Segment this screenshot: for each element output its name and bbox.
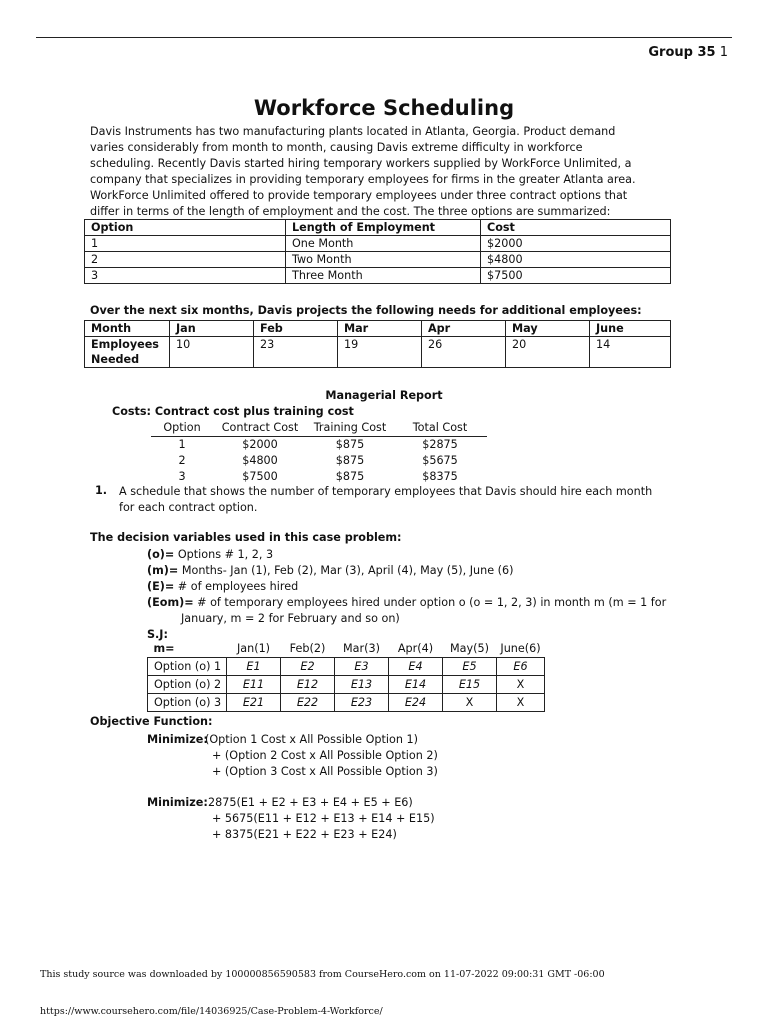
- table-cell: $2875: [422, 438, 458, 451]
- objective-heading: Objective Function:: [90, 715, 213, 728]
- variable-description: # of employees hired: [174, 580, 299, 593]
- column-header: Option: [85, 220, 286, 236]
- table-row: [151, 437, 487, 454]
- table-cell: 10: [170, 337, 254, 368]
- table-row: [85, 236, 671, 252]
- decision-variable-matrix: [147, 640, 545, 712]
- table-cell: E24: [404, 696, 427, 709]
- objective-formula-line: + 8375(E21 + E22 + E23 + E24): [212, 828, 397, 841]
- table-cell: E22: [296, 696, 319, 709]
- table-cell: Two Month: [286, 252, 481, 268]
- table-header-row: [85, 321, 671, 337]
- table-cell: E12: [296, 678, 319, 691]
- column-header: May: [506, 321, 590, 337]
- table-cell: $4800: [242, 454, 278, 467]
- minimize-label: Minimize:: [147, 733, 208, 746]
- row-label: Option (o) 1: [148, 658, 227, 676]
- question-number: 1.: [95, 484, 108, 497]
- decision-variable-o: [147, 547, 273, 563]
- table-cell: $2000: [242, 438, 278, 451]
- variable-symbol: (o)=: [147, 548, 175, 561]
- objective-word-line: + (Option 3 Cost x All Possible Option 3): [212, 765, 438, 778]
- column-header: Feb(2): [289, 642, 326, 655]
- table-cell: $875: [335, 454, 365, 467]
- table-cell: $2000: [481, 236, 671, 252]
- table-cell: X: [516, 678, 525, 691]
- column-header: June(6): [500, 642, 541, 655]
- table-row: [148, 676, 545, 694]
- table-cell: 19: [338, 337, 422, 368]
- table-cell: E3: [354, 660, 369, 673]
- table-cell: E1: [246, 660, 261, 673]
- column-header: May(5): [450, 642, 489, 655]
- column-header: Cost: [481, 220, 671, 236]
- column-header: Jan: [170, 321, 254, 337]
- table-cell: 2: [178, 454, 186, 467]
- table-cell: E2: [300, 660, 315, 673]
- table-cell: $4800: [481, 252, 671, 268]
- column-header: Total Cost: [393, 420, 487, 437]
- objective-formula-line: + 5675(E11 + E12 + E13 + E14 + E15): [212, 812, 435, 825]
- table-row: [148, 694, 545, 712]
- variable-symbol: (m)=: [147, 564, 179, 577]
- table-cell: E6: [513, 660, 528, 673]
- sj-label: S.J:: [147, 628, 168, 641]
- page-number: 1: [719, 45, 728, 60]
- column-header: Training Cost: [307, 420, 393, 437]
- table-cell: 2: [85, 252, 286, 268]
- table-cell: E11: [242, 678, 265, 691]
- table-cell: $5675: [422, 454, 458, 467]
- decision-variable-e: [147, 579, 298, 595]
- column-header: Feb: [254, 321, 338, 337]
- intro-paragraph: Davis Instruments has two manufacturing plants located in Atlanta, Georgia. Product demand varies considerably from month to month, causing Davis extreme difficulty in workforce scheduling. Recently Davis started hiring temporary workers supplied by WorkForce Unlimited, a company that specializes in providing temporary employees for firms in the greater Atlanta area. WorkForce Unlimited offered to provide temporary employees under three contract options that differ in terms of the length of employment and the cost. The three options are summarized:: [90, 125, 636, 218]
- column-header: Mar(3): [343, 642, 380, 655]
- decision-variable-m: [147, 563, 514, 579]
- table-cell: E14: [404, 678, 427, 691]
- objective-formula-line: 2875(E1 + E2 + E3 + E4 + E5 + E6): [208, 796, 413, 809]
- table-cell: E13: [350, 678, 373, 691]
- table-cell: 14: [590, 337, 671, 368]
- column-header: Mar: [338, 321, 422, 337]
- table-cell: E21: [242, 696, 265, 709]
- column-header: Jan(1): [236, 642, 271, 655]
- table-cell: X: [465, 696, 474, 709]
- variable-description: Months- Jan (1), Feb (2), Mar (3), April (4), May (5), June (6): [178, 564, 514, 577]
- table-cell: $7500: [242, 470, 278, 483]
- table-row: [85, 252, 671, 268]
- decision-variable-eom: [147, 595, 666, 611]
- table-row: [85, 337, 671, 368]
- column-header: Contract Cost: [213, 420, 307, 437]
- column-header: Option: [151, 420, 213, 437]
- table-cell: One Month: [286, 236, 481, 252]
- table-row: [151, 469, 487, 485]
- needs-heading: Over the next six months, Davis projects the following needs for additional employees:: [90, 304, 642, 317]
- objective-word-line: (Option 1 Cost x All Possible Option 1): [205, 733, 418, 746]
- table-cell: X: [516, 696, 525, 709]
- column-header: Apr: [422, 321, 506, 337]
- table-cell: 3: [178, 470, 186, 483]
- table-header-row: [148, 640, 545, 658]
- table-row: [151, 453, 487, 469]
- table-cell: E5: [462, 660, 477, 673]
- m-label: m=: [153, 642, 175, 655]
- document-title: Workforce Scheduling: [253, 96, 515, 120]
- row-label: Employees Needed: [85, 337, 170, 368]
- table-cell: 1: [85, 236, 286, 252]
- table-cell: 23: [254, 337, 338, 368]
- table-cell: $8375: [422, 470, 458, 483]
- table-row: [85, 268, 671, 284]
- costs-table: [151, 420, 487, 485]
- employee-needs-table: [84, 320, 671, 368]
- table-cell: 1: [178, 438, 186, 451]
- table-cell: 20: [506, 337, 590, 368]
- table-cell: E4: [408, 660, 423, 673]
- table-cell: Three Month: [286, 268, 481, 284]
- decision-variables-heading: The decision variables used in this case problem:: [90, 531, 402, 544]
- variable-symbol: (E)=: [147, 580, 175, 593]
- column-header: June: [590, 321, 671, 337]
- column-header: Length of Employment: [286, 220, 481, 236]
- question-text: A schedule that shows the number of temporary employees that Davis should hire each month for each contract option.: [119, 485, 653, 514]
- variable-symbol: (Eom)=: [147, 596, 194, 609]
- table-row: [148, 658, 545, 676]
- table-cell: $875: [335, 470, 365, 483]
- objective-word-line: + (Option 2 Cost x All Possible Option 2): [212, 749, 438, 762]
- variable-description-continued: January, m = 2 for February and so on): [181, 612, 400, 625]
- variable-description: # of temporary employees hired under option o (o = 1, 2, 3) in month m (m = 1 for: [193, 596, 667, 609]
- header-rule: [36, 37, 732, 38]
- managerial-report-title: Managerial Report: [325, 389, 443, 402]
- download-notice: This study source was downloaded by 100000856590583 from CourseHero.com on 11-07-2022 09:00:31 GMT -06:00: [40, 969, 605, 980]
- table-header-row: [85, 220, 671, 236]
- table-header-row: [151, 420, 487, 437]
- column-header: Apr(4): [397, 642, 434, 655]
- table-cell: $7500: [481, 268, 671, 284]
- source-url[interactable]: https://www.coursehero.com/file/14036925/Case-Problem-4-Workforce/: [40, 1006, 383, 1017]
- minimize-label: Minimize:: [147, 796, 208, 809]
- contract-options-table: [84, 219, 671, 284]
- row-label: Option (o) 3: [148, 694, 227, 712]
- table-cell: E23: [350, 696, 373, 709]
- group-label: Group 35: [648, 45, 716, 60]
- costs-heading: Costs: Contract cost plus training cost: [112, 405, 354, 418]
- table-cell: E15: [458, 678, 481, 691]
- page-header: [648, 45, 728, 60]
- table-cell: 3: [85, 268, 286, 284]
- row-label: Option (o) 2: [148, 676, 227, 694]
- table-cell: $875: [335, 438, 365, 451]
- table-cell: 26: [422, 337, 506, 368]
- column-header: Month: [85, 321, 170, 337]
- variable-description: Options # 1, 2, 3: [174, 548, 274, 561]
